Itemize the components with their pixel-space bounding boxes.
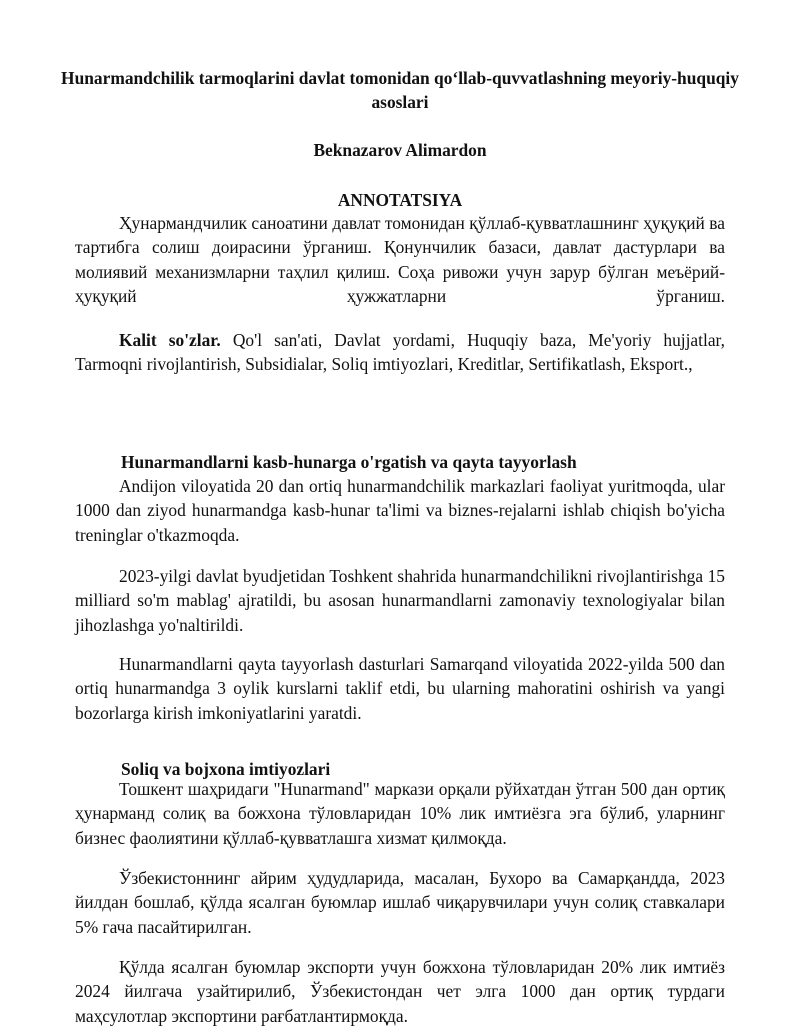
annotation-heading: ANNOTATSIYA xyxy=(337,190,463,210)
annotation-paragraph: Ҳунармандчилик саноатини давлат томонидан қўллаб-қувватлашнинг ҳуқуқий ва тартибга солиш доирасини ўрганиш. Қонунчилик базаси, давлат дастурлари ва молиявий механизмларни таҳлил қилиш. Соҳа ривожи учун зарур бўлган меъёрий-ҳуқуқий ҳужжатларни ўрганиш. xyxy=(75,213,725,306)
section1-paragraph-3: Hunarmandlarni qayta tayyorlash dasturlari Samarqand viloyatida 2022-yilda 500 dan ortiq hunarmandga 3 oylik kurslarni taklif etdi, bu ularning mahoratini oshirish va yangi bozorlarga kirish imkoniyatlarini yaratdi. xyxy=(75,654,725,723)
section2-paragraph-1: Тошкент шаҳридаги "Hunarmand" маркази орқали рўйхатдан ўтган 500 дан ортиқ ҳунарманд солиқ ва божхона тўловларидан 10% лик имтиёзга эга бўлиб, уларнинг бизнес фаолиятини қўллаб-қувватлашга хизмат қилмоқда. xyxy=(75,779,725,848)
keywords-paragraph xyxy=(75,328,725,377)
section2-paragraph-3: Қўлда ясалган буюмлар экспорти учун божхона тўловларидан 20% лик имтиёз 2024 йилгача узайтирилиб, Ўзбекистондан чет элга 1000 дан ортиқ турдаги маҳсулотлар экспортини рағбатлантирмоқда. xyxy=(75,957,725,1026)
keywords-label: Kalit so'zlar. xyxy=(119,330,221,350)
section1-paragraph-1: Andijon viloyatida 20 dan ortiq hunarmandchilik markazlari faoliyat yuritmoqda, ular 1000 dan ziyod hunarmandga kasb-hunar ta'limi va biznes-rejalarni ishlab chiqish bo'yicha treninglar o'tkazmoqda. xyxy=(75,476,725,545)
keywords-text: Qo'l san'ati, Davlat yordami, Huquqiy baza, Me'yoriy hujjatlar, Tarmoqni rivojlantirish, Subsidialar, Soliq imtiyozlari, Kreditlar, Sertifikatlash, Eksport., xyxy=(75,330,725,375)
section1-paragraph-2: 2023-yilgi davlat byudjetidan Toshkent shahrida hunarmandchilikni rivojlantirishga 15 milliard so'm mablag' ajratildi, bu asosan hunarmandlarni zamonaviy texnologiyalar bilan jihozlashga yo'naltirildi. xyxy=(75,566,725,635)
section-heading-training: Hunarmandlarni kasb-hunarga o'rgatish va qayta tayyorlash xyxy=(121,452,577,472)
section2-paragraph-2: Ўзбекистоннинг айрим ҳудудларида, масалан, Бухоро ва Самарқандда, 2023 йилдан бошлаб, қўлда ясалган буюмлар ишлаб чиқарувчилари учун солиқ ставкалари 5% гача пасайтирилган. xyxy=(75,868,725,937)
paper-title: Hunarmandchilik tarmoqlarini davlat tomonidan qoʻllab-quvvatlashning meyoriy-huquqiy asoslari xyxy=(61,68,739,112)
section-heading-tax: Soliq va bojxona imtiyozlari xyxy=(121,759,331,779)
author-name: Beknazarov Alimardon xyxy=(313,140,487,160)
